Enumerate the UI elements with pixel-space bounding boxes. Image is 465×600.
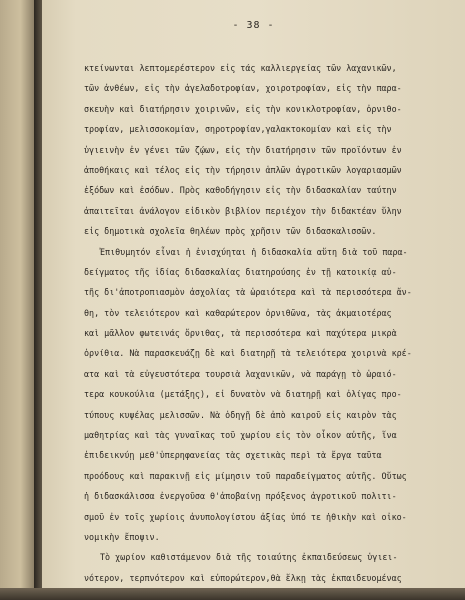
text-line: νότερον, τερπνότερον καὶ εὐπορώτερον,θὰ ἕλκῃ τὰς ἐκπαιδευομένας — [84, 572, 402, 583]
text-line: σκευὴν καὶ διατήρησιν χοιρινῶν, εἰς τὴν κονικλοτροφίαν, ὀρνιθο- — [84, 103, 402, 114]
text-line: τροφίαν, μελισσοκομίαν, σηροτροφίαν,γαλακτοκομίαν καὶ εἰς τὴν — [84, 124, 392, 135]
text-line: εἰς δημοτικὰ σχολεῖα θηλέων πρὸς χρῆσιν τῶν διδασκαλισσῶν. — [84, 226, 377, 237]
bottom-edge — [0, 588, 465, 600]
text-line: τερα κουκούλια (μετάξης), εἰ δυνατὸν νὰ διατηρῇ καὶ ὀλίγας προ- — [84, 389, 402, 400]
text-line: προόδους καὶ παρακινῇ εἰς μίμησιν τοῦ παραδείγματος αὐτῆς. Οὕτως — [84, 470, 407, 481]
facing-page-edge — [0, 0, 34, 600]
body-text — [84, 58, 464, 600]
text-line: ἐξόδων καὶ ἐσόδων. Πρὸς καθοδήγησιν εἰς τὴν διδασκαλίαν ταύτην — [84, 185, 397, 196]
page-number: - 38 - — [232, 20, 275, 31]
text-line: κτείνωνται λεπτομερέστερον εἰς τάς καλλιεργείας τῶν λαχανικῶν, — [84, 63, 397, 73]
text-line: ἐπιδεικνύῃ μεθ'ὑπερηφανείας τὰς σχετικὰς περὶ τὰ ἔργα ταῦτα — [84, 450, 382, 461]
text-line: Τὸ χωρίον καθιστάμενον διὰ τῆς τοιαύτης ἐκπαιδεύσεως ὑγιει- — [100, 552, 398, 563]
text-line: ὑγιεινὴν ἐν γένει τῶν ζῴων, εἰς τὴν διατήρησιν τῶν προϊόντων ἐν — [84, 144, 402, 155]
text-line: ατα καὶ τὰ εὐγευστότερα τουρσιὰ λαχανικῶν, νὰ παράγῃ τὸ ὡραιό- — [84, 368, 397, 379]
text-line: τύπους κυψέλας μελισσῶν. Νὰ ὁδηγῇ δὲ ἀπὸ καιροῦ εἰς καιρὸν τὰς — [84, 409, 397, 420]
text-line: καὶ μᾶλλον φωτεινάς ὄρνιθας, τὰ περισσότερα καὶ παχύτερα μικρὰ — [84, 328, 397, 339]
text-line: θη, τὸν τελειότερον καὶ καθαρώτερον ὀρνιθῶνα, τὰς ἀκμαιοτέρας — [84, 307, 392, 318]
text-line: δείγματος τῆς ἰδίας διδασκαλίας διατηρούσης ἐν τῇ κατοικίᾳ αὐ- — [84, 266, 397, 277]
text-line: τῆς δι'ἀποτροπιασμὸν ἀσχολίας τὰ ὡραιότερα καὶ τὰ περισσότερα ἄν- — [84, 287, 412, 298]
text-line: Ἐπιθυμητόν εἶναι ἡ ἐνισχύηται ἡ διδασκαλία αὕτη διὰ τοῦ παρα- — [100, 246, 408, 257]
document-page — [42, 0, 465, 600]
text-line: ἡ διδασκάλισσα ἐνεργοῦσα θ'ἀποβαίνῃ πρόξενος ἀγροτικοῦ πολιτι- — [84, 491, 397, 502]
text-line: μαθητρίας καὶ τὰς γυναῖκας τοῦ χωρίου εἰς τὸν οἶκον αὐτῆς, ἵνα — [84, 430, 397, 441]
text-line: τῶν ἀνθέων, εἰς τὴν ἀγελαδοτροφίαν, χοιροτροφίαν, εἰς τὴν παρα- — [84, 83, 402, 94]
text-line: ἀποθήκαις καὶ τέλος εἰς τὴν τήρησιν ἁπλῶν ἀγροτικῶν λογαριασμῶν — [84, 164, 402, 175]
text-line: σμοῦ ἐν τοῖς χωρίοις ἀνυπολογίστου ἀξίας ὑπό τε ἠθικὴν καὶ οἰκο- — [84, 511, 407, 522]
text-line: νομικὴν ἔποψιν. — [84, 531, 160, 542]
text-line: ὀρνίθια. Νὰ παρασκευάζῃ δὲ καὶ διατηρῇ τὰ τελειότερα χοιρινὰ κρέ- — [84, 348, 412, 359]
text-line: ἀπαιτεῖται ἀνάλογον εἰδικὸν βιβλίον περιέχον τὴν διδακτέαν ὕλην — [84, 205, 402, 216]
